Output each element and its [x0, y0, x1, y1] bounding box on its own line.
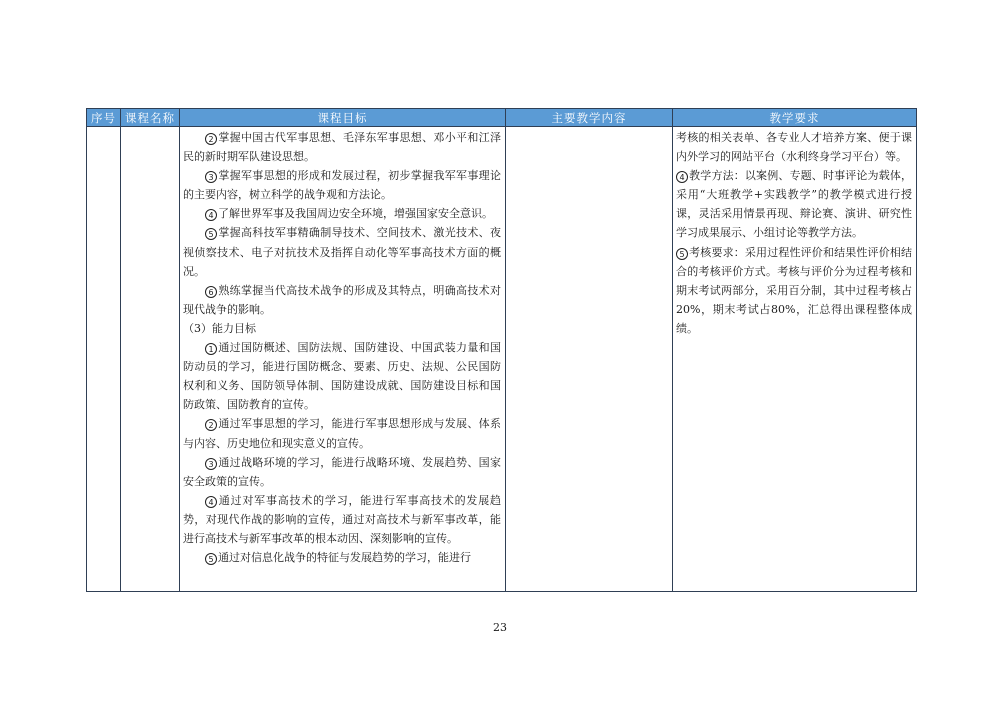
goal-paragraph: 2 掌握中国古代军事思想、毛泽东军事思想、邓小平和江泽民的新时期军队建设思想。	[183, 131, 501, 164]
requirement-item: 4 教学方法：以案例、专题、时事评论为载体，采用“大班教学+实践教学”的教学模式进行授课，灵活采用情景再现、辩论赛、演讲、研究性学习成果展示、小组讨论等教学方法。	[676, 169, 912, 240]
cell-serial	[87, 127, 121, 592]
circled-number: 6	[205, 286, 217, 298]
circled-number: 4	[205, 209, 217, 221]
circled-number: 1	[205, 343, 217, 355]
header-course-goal: 课程目标	[180, 109, 506, 127]
circled-number: 5	[205, 553, 217, 565]
cell-course-goal	[180, 127, 506, 592]
cell-course-name	[121, 127, 180, 592]
header-teaching-requirement: 教学要求	[673, 109, 917, 127]
circled-number: 3	[205, 458, 217, 470]
ability-paragraph: 1 通过国防概述、国防法规、国防建设、中国武装力量和国防动员的学习，能进行国防概念、要素、历史、法规、公民国防权利和义务、国防领导体制、国防建设成就、国防建设目标和国防政策、国防教育的宣传。	[183, 341, 501, 412]
page-number: 23	[493, 621, 507, 634]
goal-paragraph: 6 熟练掌握当代高技术战争的形成及其特点，明确高技术对现代战争的影响。	[183, 283, 501, 316]
ability-heading: （3）能力目标	[183, 321, 256, 335]
circled-number: 5	[676, 248, 688, 260]
circled-number: 3	[205, 171, 217, 183]
circled-number: 4	[205, 496, 217, 508]
circled-number: 2	[205, 419, 217, 431]
cell-main-content	[506, 127, 673, 592]
header-course-name: 课程名称	[121, 109, 180, 127]
circled-number: 5	[205, 228, 217, 240]
table-header-row	[87, 109, 917, 127]
ability-paragraph: 5 通过对信息化战争的特征与发展趋势的学习，能进行	[183, 548, 501, 567]
circled-number: 4	[676, 171, 688, 183]
cell-teaching-requirement	[673, 127, 917, 592]
table-row	[87, 127, 917, 592]
ability-paragraph: 2 通过军事思想的学习，能进行军事思想形成与发展、体系与内容、历史地位和现实意义的宣传。	[183, 417, 501, 450]
requirement-intro: 考核的相关表单、各专业人才培养方案、便于课内外学习的网站平台（水利终身学习平台）等。	[676, 131, 912, 164]
requirement-item: 5 考核要求：采用过程性评价和结果性评价相结合的考核评价方式。考核与评价分为过程考核和期末考试两部分，采用百分制，其中过程考核占20%，期末考试占80%，汇总得出课程整体成绩。	[676, 245, 912, 335]
goal-paragraph: 4 了解世界军事及我国周边安全环境，增强国家安全意识。	[183, 204, 501, 223]
goal-paragraph: 3 掌握军事思想的形成和发展过程，初步掌握我军军事理论的主要内容，树立科学的战争观和方法论。	[183, 169, 501, 202]
circled-number: 2	[205, 133, 217, 145]
course-table	[86, 108, 917, 592]
goal-paragraph: 5 掌握高科技军事精确制导技术、空间技术、激光技术、夜视侦察技术、电子对抗技术及指挥自动化等军事高技术方面的概况。	[183, 226, 501, 278]
ability-paragraph: 3 通过战略环境的学习，能进行战略环境、发展趋势、国家安全政策的宣传。	[183, 455, 501, 488]
header-main-content: 主要教学内容	[506, 109, 673, 127]
header-serial: 序号	[87, 109, 121, 127]
ability-paragraph: 4 通过对军事高技术的学习，能进行军事高技术的发展趋势，对现代作战的影响的宣传，通过对高技术与新军事改革，能进行高技术与新军事改革的根本动因、深刻影响的宣传。	[183, 493, 501, 545]
